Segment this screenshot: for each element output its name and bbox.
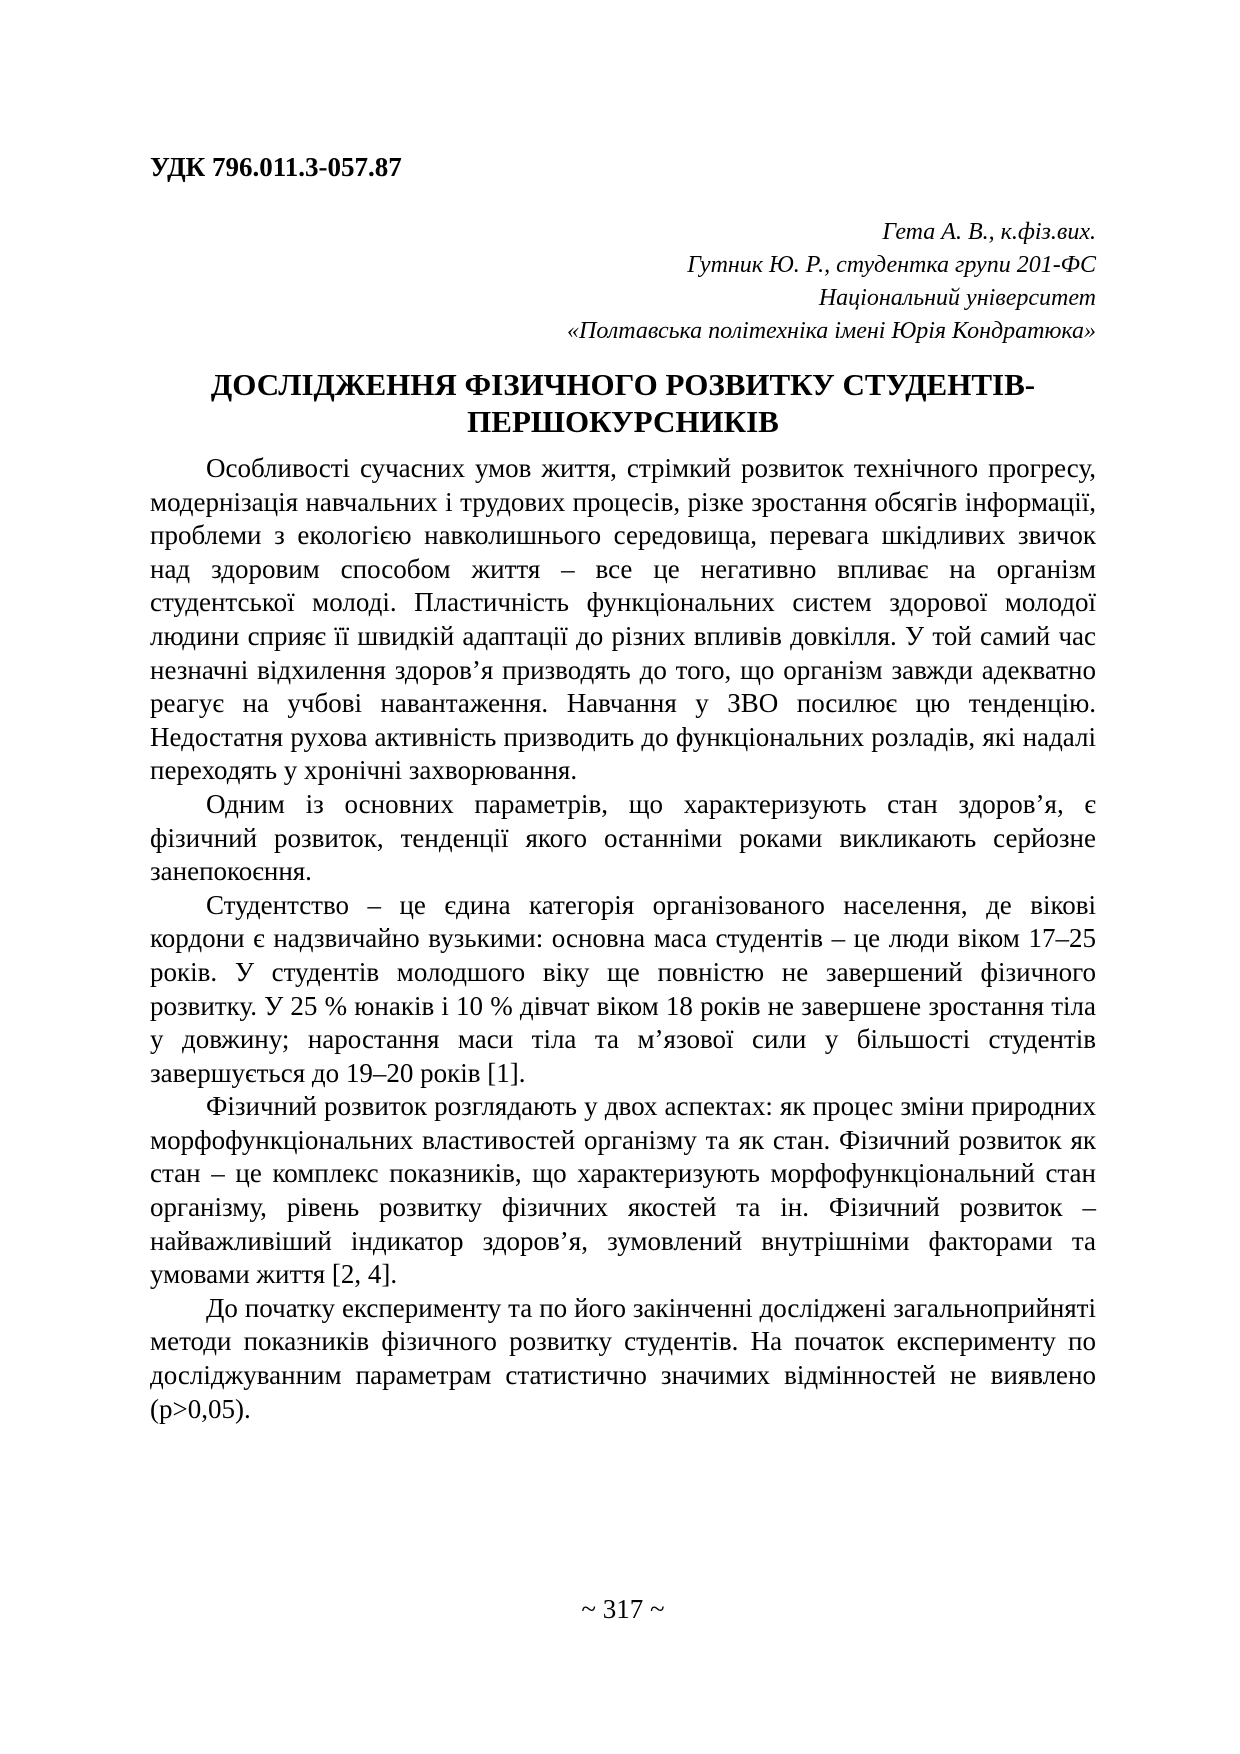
- article-title: [150, 366, 1096, 440]
- author-block: [567, 216, 1096, 348]
- paragraph: До початку експерименту та по його закінченні досліджені загальноприйняті методи показників фізичного розвитку студентів. На початок експерименту по досліджуванним параметрам статистично значимих відмінностей не виявлено (p>0,05).: [150, 1292, 1096, 1424]
- affiliation-line-1: Національний університет: [818, 285, 1096, 311]
- paragraph: Особливості сучасних умов життя, стрімкий розвиток технічного прогресу, модернізація навчальних і трудових процесів, різке зростання обсягів інформації, проблеми з екологією навколишнього середовища, перевага шкідливих звичок над здоровим способом життя – все це негативно впливає на організм студентської молоді. Пластичність функціональних систем здорової молодої людини сприяє її швидкій адаптації до різних впливів довкілля. У той самий час незначні відхилення здоров’я призводять до того, що організм завжди адекватно реагує на учбові навантаження. Навчання у ЗВО посилює цю тенденцію. Недостатня рухова активність призводить до функціональних розладів, які надалі переходять у хронічні захворювання.: [150, 453, 1096, 786]
- paragraph: Студентство – це єдина категорія організованого населення, де вікові кордони є надзвичайно вузькими: основна маса студентів – це люди віком 17–25 років. У студентів молодшого віку ще повністю не завершений фізичного розвитку. У 25 % юнаків і 10 % дівчат віком 18 років не завершене зростання тіла у довжину; наростання маси тіла та м’язової сили у більшості студентів завершується до 19–20 років [1].: [150, 889, 1096, 1088]
- author-line-2: Гутник Ю. Р., студентка групи 201-ФС: [687, 252, 1096, 278]
- paragraph: Фізичний розвиток розглядають у двох аспектах: як процес зміни природних морфофункціональних властивостей організму та як стан. Фізичний розвиток як стан – це комплекс показників, що характеризують морфофункціональний стан організму, рівень розвитку фізичних якостей та ін. Фізичний розвиток – найважливіший індикатор здоров’я, зумовлений внутрішніми факторами та умовами життя [2, 4].: [150, 1091, 1096, 1290]
- article-body: [150, 452, 1096, 1426]
- title-line-1: ДОСЛІДЖЕННЯ ФІЗИЧНОГО РОЗВИТКУ СТУДЕНТІВ-: [210, 367, 1036, 402]
- author-line-1: Гета А. В., к.фіз.вих.: [882, 219, 1096, 245]
- page-number: ~ 317 ~: [581, 1594, 665, 1624]
- udc-code: УДК 796.011.3-057.87: [150, 152, 402, 182]
- affiliation-line-2: «Полтавська політехніка імені Юрія Кондратюка»: [567, 318, 1096, 344]
- title-line-2: ПЕРШОКУРСНИКІВ: [467, 404, 779, 439]
- paragraph: Одним із основних параметрів, що характеризують стан здоров’я, є фізичний розвиток, тенденції якого останніми роками викликають серйозне занепокоєння.: [150, 788, 1096, 887]
- document-page: [150, 0, 1096, 1754]
